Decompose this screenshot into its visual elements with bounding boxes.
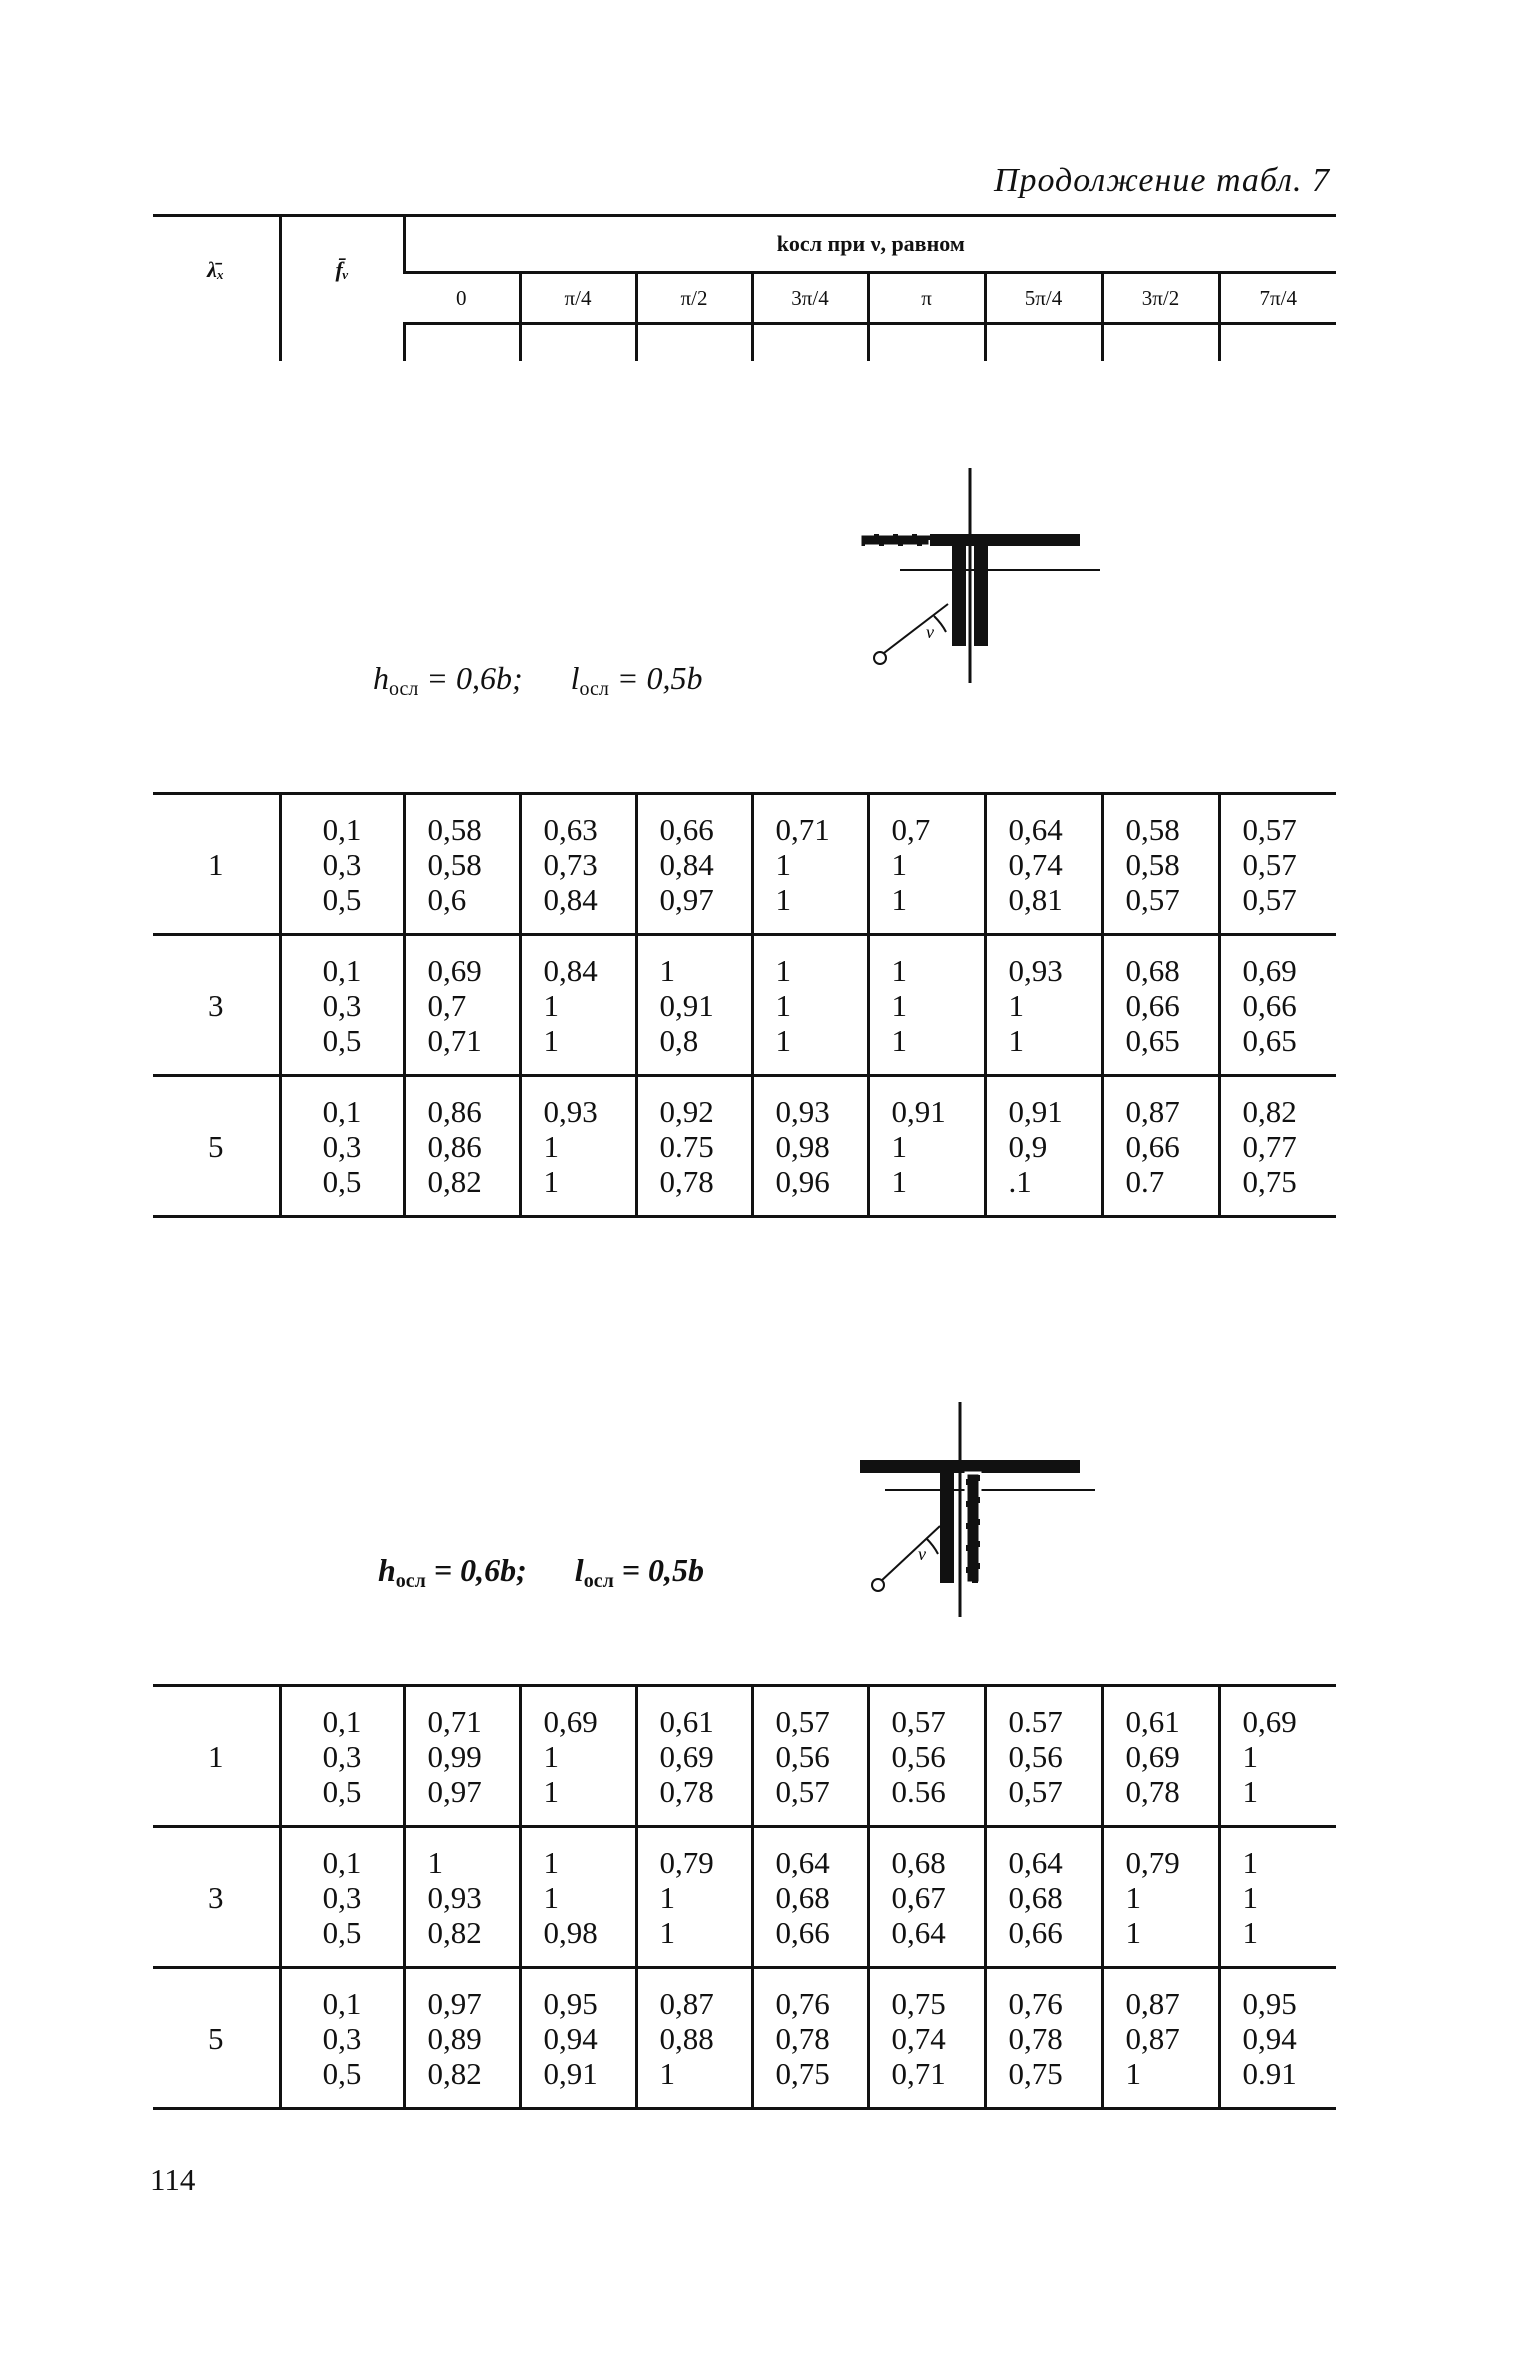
k-value: 0,58	[1125, 846, 1180, 882]
k-value: 0,97	[427, 1985, 482, 2021]
k-value: 0,87	[1125, 2020, 1180, 2056]
k-values-cell	[1219, 1827, 1336, 1968]
k-value: 0,94	[543, 2020, 598, 2056]
k-values-cell	[752, 1076, 868, 1217]
f-value: 0,5	[322, 1914, 362, 1950]
k-values-cell	[1102, 794, 1219, 935]
f-value: 0,3	[322, 1128, 362, 1164]
k-values-cell	[636, 1968, 752, 2109]
header-lambda: λ̄ₓ	[207, 257, 225, 283]
k-values-cell	[868, 1076, 985, 1217]
k-value: 0,57	[1242, 846, 1297, 882]
k-value: 0,78	[659, 1773, 714, 1809]
k-values-cell	[1102, 1686, 1219, 1827]
k-value: 1	[543, 1163, 559, 1199]
lambda-cell: 3	[208, 1879, 224, 1915]
k-value: 0,94	[1242, 2020, 1297, 2056]
k-value: 0,91	[1008, 1093, 1063, 1129]
k-value: 0,78	[659, 1163, 714, 1199]
f-value: 0,3	[322, 2020, 362, 2056]
k-value: 0,57	[775, 1703, 830, 1739]
lambda-cell: 1	[208, 1738, 224, 1774]
f-values-cell	[280, 935, 404, 1076]
f-values-cell	[280, 1827, 404, 1968]
k-value: 0,78	[775, 2020, 830, 2056]
k-value: 0,87	[1125, 1985, 1180, 2021]
k-values-cell	[1102, 935, 1219, 1076]
k-value: 0,93	[1008, 952, 1063, 988]
k-value: 0,98	[775, 1128, 830, 1164]
k-value: 0,68	[891, 1844, 946, 1880]
k-value: 0,91	[659, 987, 714, 1023]
table-row	[153, 935, 1336, 1076]
header-angle: 0	[404, 273, 520, 324]
k-values-cell	[636, 1827, 752, 1968]
table-row	[153, 1686, 1336, 1827]
header-f: f̄ᵥ	[280, 216, 404, 324]
k-value: 1	[1242, 1738, 1258, 1774]
k-value: 1	[1125, 1914, 1141, 1950]
k-value: 0,58	[1125, 811, 1180, 847]
k-values-cell	[868, 935, 985, 1076]
table-row	[153, 1076, 1336, 1217]
t-section-dashed-web-icon	[860, 1402, 1120, 1622]
k-value: 0,68	[1125, 952, 1180, 988]
header-angle: π/4	[520, 273, 636, 324]
k-value: 0,89	[427, 2020, 482, 2056]
k-value: 0,64	[1008, 1844, 1063, 1880]
k-value: 0,69	[427, 952, 482, 988]
k-value: 1	[775, 952, 791, 988]
page-number: 114	[150, 2162, 196, 2197]
f-value: 0,3	[322, 987, 362, 1023]
table-caption: Продолжение табл. 7	[993, 162, 1330, 199]
k-value: 0.75	[659, 1128, 714, 1164]
formula-section1: hосл = 0,6b; lосл = 0,5b	[373, 660, 703, 700]
k-value: 0,56	[1008, 1738, 1063, 1774]
f-values-cell	[280, 1968, 404, 2109]
k-values-cell	[404, 1686, 520, 1827]
k-value: 0,96	[775, 1163, 830, 1199]
k-value: 1	[1008, 987, 1024, 1023]
k-value: 1	[891, 1128, 907, 1164]
k-value: 0,78	[1008, 2020, 1063, 2056]
k-values-cell	[868, 1686, 985, 1827]
k-value: 1	[427, 1844, 443, 1880]
header-angle: π	[868, 273, 985, 324]
svg-text:ν: ν	[926, 622, 934, 642]
k-value: 0,7	[891, 811, 931, 847]
k-value: 1	[891, 846, 907, 882]
k-value: 1	[659, 2055, 675, 2091]
k-value: 0,99	[427, 1738, 482, 1774]
k-values-cell	[868, 1827, 985, 1968]
k-value: 0,56	[891, 1738, 946, 1774]
data-table-1	[153, 792, 1336, 1218]
f-value: 0,5	[322, 2055, 362, 2091]
k-value: 0,64	[1008, 811, 1063, 847]
f-value: 0,1	[322, 1703, 362, 1739]
k-values-cell	[520, 935, 636, 1076]
k-value: 0,87	[659, 1985, 714, 2021]
k-value: 0.91	[1242, 2055, 1297, 2091]
k-value: 0,57	[775, 1773, 830, 1809]
table-row	[153, 1968, 1336, 2109]
k-value: 0,56	[775, 1738, 830, 1774]
k-value: 0,65	[1242, 1022, 1297, 1058]
k-value: 0,95	[543, 1985, 598, 2021]
k-values-cell	[520, 1686, 636, 1827]
k-value: 0,6	[427, 881, 467, 917]
header-angle: π/2	[636, 273, 752, 324]
f-values-cell	[280, 794, 404, 935]
k-values-cell	[985, 1686, 1102, 1827]
k-value: 1	[543, 1128, 559, 1164]
k-value: 0,71	[427, 1022, 482, 1058]
k-value: 1	[891, 881, 907, 917]
k-values-cell	[985, 1076, 1102, 1217]
k-values-cell	[1219, 1968, 1336, 2109]
k-value: 0,92	[659, 1093, 714, 1129]
k-value: 1	[1125, 2055, 1141, 2091]
k-values-cell	[520, 1827, 636, 1968]
k-values-cell	[1219, 794, 1336, 935]
k-values-cell	[404, 1076, 520, 1217]
k-value: 0,69	[1242, 1703, 1297, 1739]
formula-section2: hосл = 0,6b; lосл = 0,5b	[378, 1552, 705, 1592]
k-value: 0,57	[891, 1703, 946, 1739]
k-value: 1	[1242, 1879, 1258, 1915]
k-values-cell	[404, 1968, 520, 2109]
k-value: 0,81	[1008, 881, 1063, 917]
k-value: 0,78	[1125, 1773, 1180, 1809]
lambda-cell: 1	[208, 846, 224, 882]
k-values-cell	[520, 1076, 636, 1217]
k-value: 0,82	[1242, 1093, 1297, 1129]
k-value: 1	[891, 987, 907, 1023]
k-values-cell	[985, 1968, 1102, 2109]
table-header	[153, 214, 1336, 361]
k-value: 0,75	[775, 2055, 830, 2091]
f-value: 0,5	[322, 1773, 362, 1809]
k-values-cell	[520, 1968, 636, 2109]
k-value: 0,73	[543, 846, 598, 882]
f-values-cell	[280, 1076, 404, 1217]
k-values-cell	[404, 935, 520, 1076]
k-value: 0,75	[1242, 1163, 1297, 1199]
k-values-cell	[752, 935, 868, 1076]
k-value: 0.7	[1125, 1163, 1165, 1199]
k-value: 0,71	[427, 1703, 482, 1739]
k-value: 0,84	[543, 881, 598, 917]
k-values-cell	[404, 1827, 520, 1968]
f-value: 0,1	[322, 811, 362, 847]
k-value: 0,82	[427, 1163, 482, 1199]
k-value: 0,97	[427, 1773, 482, 1809]
table-row	[153, 794, 1336, 935]
k-value: 0,91	[891, 1093, 946, 1129]
k-value: 0,76	[775, 1985, 830, 2021]
k-value: 0,61	[1125, 1703, 1180, 1739]
k-value: 0,64	[891, 1914, 946, 1950]
k-value: 1	[659, 1914, 675, 1950]
k-value: .1	[1008, 1163, 1032, 1199]
k-values-cell	[1219, 1076, 1336, 1217]
k-value: 1	[775, 1022, 791, 1058]
k-value: 0.56	[891, 1773, 946, 1809]
k-value: 1	[1242, 1773, 1258, 1809]
k-value: 0,82	[427, 2055, 482, 2091]
header-angle: 3π/2	[1102, 273, 1219, 324]
k-values-cell	[520, 794, 636, 935]
f-value: 0,3	[322, 1879, 362, 1915]
k-value: 0,63	[543, 811, 598, 847]
k-values-cell	[985, 794, 1102, 935]
k-value: 1	[543, 987, 559, 1023]
header-group-label: kосл при ν, равном	[404, 216, 1336, 273]
k-value: 0,82	[427, 1914, 482, 1950]
k-values-cell	[752, 1968, 868, 2109]
k-value: 0,69	[1242, 952, 1297, 988]
k-value: 0,97	[659, 881, 714, 917]
k-value: 0,95	[1242, 1985, 1297, 2021]
k-value: 0,69	[1125, 1738, 1180, 1774]
k-value: 0,57	[1008, 1773, 1063, 1809]
k-value: 0,74	[891, 2020, 946, 2056]
f-value: 0,1	[322, 1093, 362, 1129]
k-value: 0,58	[427, 846, 482, 882]
k-value: 0,68	[775, 1879, 830, 1915]
k-value: 1	[1242, 1914, 1258, 1950]
k-value: 1	[775, 987, 791, 1023]
k-values-cell	[985, 935, 1102, 1076]
k-values-cell	[636, 935, 752, 1076]
lambda-cell: 5	[208, 1128, 224, 1164]
k-value: 0,58	[427, 811, 482, 847]
k-values-cell	[752, 1686, 868, 1827]
k-values-cell	[636, 1076, 752, 1217]
f-value: 0,1	[322, 1985, 362, 2021]
k-value: 0,79	[659, 1844, 714, 1880]
k-value: 1	[543, 1738, 559, 1774]
k-values-cell	[1102, 1076, 1219, 1217]
k-value: 0,93	[543, 1093, 598, 1129]
k-values-cell	[636, 794, 752, 935]
k-values-cell	[1219, 935, 1336, 1076]
k-value: 0,66	[1125, 1128, 1180, 1164]
k-value: 0,68	[1008, 1879, 1063, 1915]
k-value: 0,71	[775, 811, 830, 847]
k-value: 0,7	[427, 987, 467, 1023]
f-values-cell	[280, 1686, 404, 1827]
k-value: 0,69	[543, 1703, 598, 1739]
k-value: 0,88	[659, 2020, 714, 2056]
k-value: 0.57	[1008, 1703, 1063, 1739]
table-row	[153, 1827, 1336, 1968]
k-value: 1	[1125, 1879, 1141, 1915]
data-table-2	[153, 1684, 1336, 2110]
k-values-cell	[636, 1686, 752, 1827]
k-value: 0,69	[659, 1738, 714, 1774]
k-values-cell	[868, 794, 985, 935]
k-value: 0,66	[1125, 987, 1180, 1023]
k-value: 0,61	[659, 1703, 714, 1739]
k-values-cell	[752, 1827, 868, 1968]
k-value: 1	[891, 952, 907, 988]
f-value: 0,5	[322, 881, 362, 917]
k-value: 1	[659, 952, 675, 988]
k-value: 0,8	[659, 1022, 699, 1058]
lambda-cell: 3	[208, 987, 224, 1023]
k-value: 0,77	[1242, 1128, 1297, 1164]
k-value: 0,9	[1008, 1128, 1048, 1164]
k-value: 0,64	[775, 1844, 830, 1880]
k-value: 0,98	[543, 1914, 598, 1950]
k-values-cell	[752, 794, 868, 935]
k-value: 0,57	[1242, 881, 1297, 917]
k-value: 0,87	[1125, 1093, 1180, 1129]
k-value: 1	[543, 1022, 559, 1058]
k-value: 0,75	[891, 1985, 946, 2021]
k-value: 0,86	[427, 1128, 482, 1164]
header-angle: 7π/4	[1219, 273, 1336, 324]
k-values-cell	[985, 1827, 1102, 1968]
k-value: 0,84	[659, 846, 714, 882]
k-value: 0,76	[1008, 1985, 1063, 2021]
k-value: 0,57	[1125, 881, 1180, 917]
header-angle: 3π/4	[752, 273, 868, 324]
k-values-cell	[1102, 1827, 1219, 1968]
f-value: 0,5	[322, 1022, 362, 1058]
k-value: 1	[543, 1773, 559, 1809]
k-value: 0,93	[427, 1879, 482, 1915]
f-value: 0,3	[322, 1738, 362, 1774]
k-value: 1	[891, 1163, 907, 1199]
k-value: 0,66	[1242, 987, 1297, 1023]
f-value: 0,5	[322, 1163, 362, 1199]
k-values-cell	[404, 794, 520, 935]
k-values-cell	[1219, 1686, 1336, 1827]
k-values-cell	[1102, 1968, 1219, 2109]
k-value: 1	[775, 881, 791, 917]
k-value: 1	[659, 1879, 675, 1915]
k-value: 0,71	[891, 2055, 946, 2091]
k-value: 0,66	[659, 811, 714, 847]
k-value: 0,67	[891, 1879, 946, 1915]
k-value: 0,93	[775, 1093, 830, 1129]
k-value: 1	[775, 846, 791, 882]
k-value: 0,57	[1242, 811, 1297, 847]
k-value: 0,91	[543, 2055, 598, 2091]
k-value: 0,66	[775, 1914, 830, 1950]
f-value: 0,1	[322, 1844, 362, 1880]
lambda-cell: 5	[208, 2020, 224, 2056]
k-values-cell	[868, 1968, 985, 2109]
k-value: 1	[543, 1879, 559, 1915]
k-value: 0,84	[543, 952, 598, 988]
k-value: 0,74	[1008, 846, 1063, 882]
k-value: 0,79	[1125, 1844, 1180, 1880]
svg-text:ν: ν	[918, 1544, 926, 1564]
t-section-dashed-flange-icon	[860, 468, 1120, 688]
k-value: 1	[1242, 1844, 1258, 1880]
k-value: 0,86	[427, 1093, 482, 1129]
k-value: 0,75	[1008, 2055, 1063, 2091]
header-angle: 5π/4	[985, 273, 1102, 324]
k-value: 0,66	[1008, 1914, 1063, 1950]
k-value: 1	[891, 1022, 907, 1058]
k-value: 0,65	[1125, 1022, 1180, 1058]
f-value: 0,1	[322, 952, 362, 988]
k-value: 1	[543, 1844, 559, 1880]
f-value: 0,3	[322, 846, 362, 882]
k-value: 1	[1008, 1022, 1024, 1058]
